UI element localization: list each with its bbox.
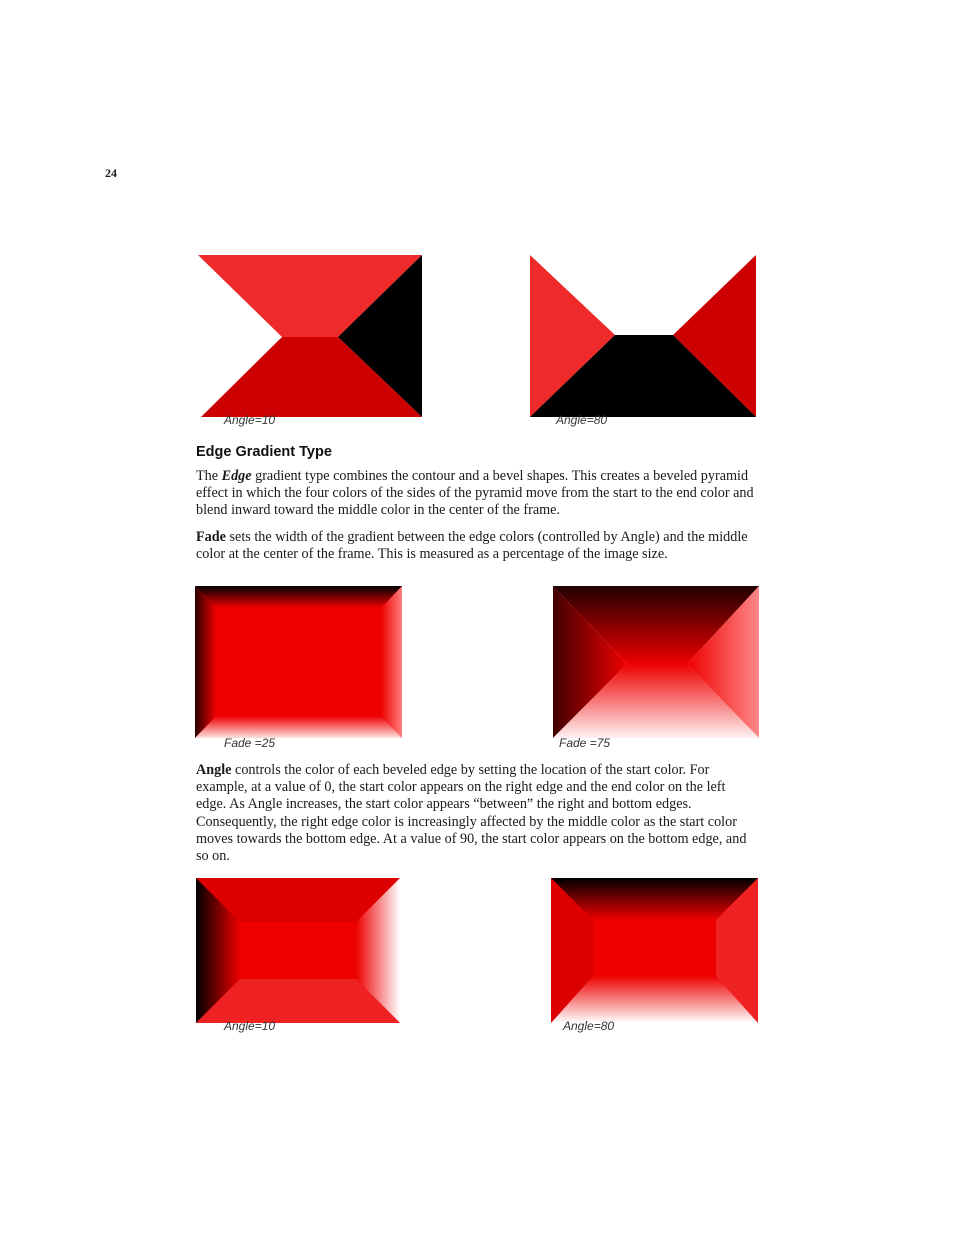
fade-paragraph [196,529,758,563]
figure-caption: Angle=80 [563,1019,615,1033]
angle-text: controls the color of each beveled edge by setting the location of the start color. For example, at a value of 0, the start color appears on the right edge and the end color on the left edge. As Angle increases, the start color appears “between” the right and bottom edges. Consequently, the right edge color is increasingly affected by the middle color as the start color moves towards the bottom edge. At a value of 90, the start color appears on the bottom edge, and so on. [196,762,747,865]
figure-caption: Fade =25 [224,736,276,750]
edge-gradient-image [195,586,402,738]
term-angle: Angle [196,762,232,778]
bottom-bevel [195,716,402,738]
figure-caption: Angle=80 [556,413,608,427]
fade-text: sets the width of the gradient between the edge colors (controlled by Angle) and the middle color at the center of the frame. This is measured as a percentage of the image size. [196,529,748,563]
figure-fade-25 [195,586,402,738]
edge-gradient-image [551,878,758,1023]
edge-gradient-image [553,586,759,738]
figure-fade-75 [553,586,759,738]
figure-edge-angle-10-solid [198,255,422,417]
edge-gradient-image [196,878,400,1023]
figure-angle-10-gradient [196,878,400,1023]
figure-edge-angle-80-solid [530,255,756,417]
top-bevel [195,586,402,608]
figure-caption: Angle=10 [224,413,276,427]
edge-gradient-image [530,255,756,417]
figure-angle-80-gradient [551,878,758,1023]
right-bevel [381,586,402,738]
edge-gradient-image [198,255,422,417]
left-bevel [195,586,216,738]
term-edge: Edge [221,468,252,484]
angle-paragraph [196,762,758,865]
figure-caption: Fade =75 [559,736,611,750]
intro-paragraph [196,468,758,520]
figure-caption: Angle=10 [224,1019,276,1033]
section-heading: Edge Gradient Type [196,444,332,460]
intro-text-pre: The [196,468,222,484]
intro-text: gradient type combines the contour and a bevel shapes. This creates a beveled pyramid effect in which the four colors of the sides of the pyramid move from the start to the end color and blend inward toward the middle color in the center of the frame. [196,468,754,519]
page-number: 24 [105,166,117,180]
term-fade: Fade [196,529,226,545]
